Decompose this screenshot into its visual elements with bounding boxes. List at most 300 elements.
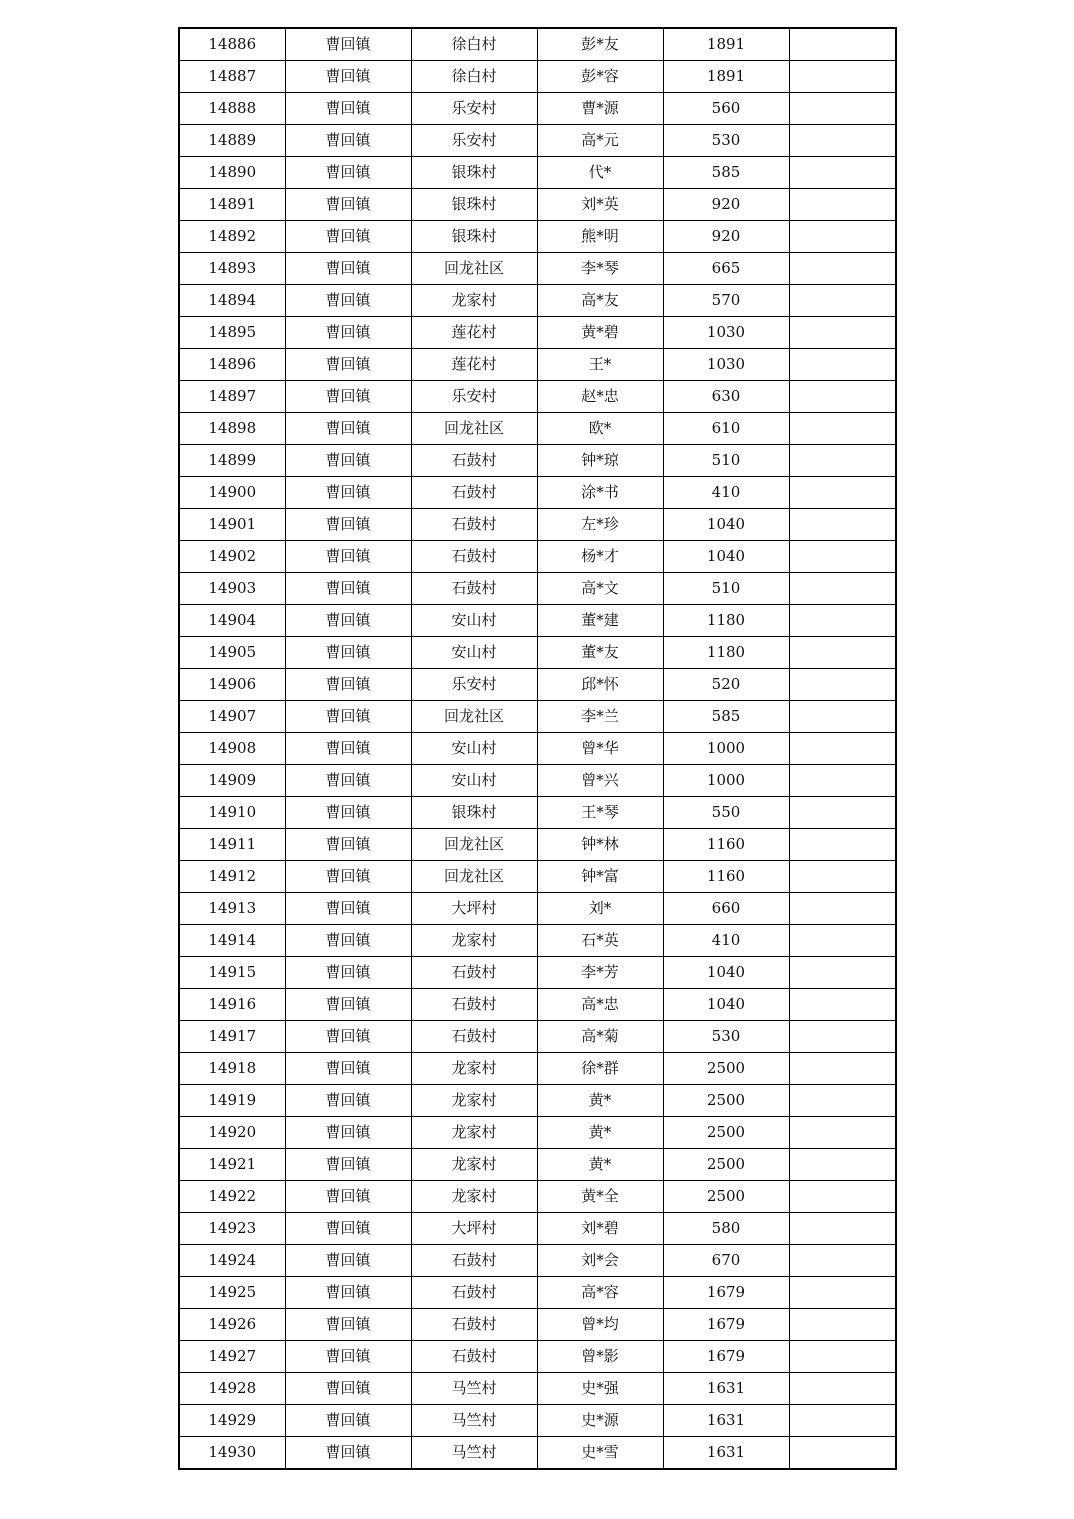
serial-number-cell: 14913 xyxy=(179,893,285,925)
table-row xyxy=(179,733,896,765)
serial-number-cell: 14918 xyxy=(179,1053,285,1085)
village-cell: 龙家村 xyxy=(411,1085,537,1117)
amount-cell: 1040 xyxy=(663,541,789,573)
name-cell: 彭*友 xyxy=(537,28,663,61)
amount-cell: 1040 xyxy=(663,957,789,989)
serial-number-cell: 14915 xyxy=(179,957,285,989)
name-cell: 邱*怀 xyxy=(537,669,663,701)
amount-cell: 665 xyxy=(663,253,789,285)
table-row xyxy=(179,1437,896,1470)
village-cell: 石鼓村 xyxy=(411,445,537,477)
amount-cell: 920 xyxy=(663,221,789,253)
amount-cell: 1679 xyxy=(663,1341,789,1373)
name-cell: 曾*均 xyxy=(537,1309,663,1341)
table-row xyxy=(179,413,896,445)
serial-number-cell: 14924 xyxy=(179,1245,285,1277)
table-row xyxy=(179,1181,896,1213)
remark-cell xyxy=(789,285,896,317)
table-row xyxy=(179,317,896,349)
town-cell: 曹回镇 xyxy=(285,733,411,765)
amount-cell: 2500 xyxy=(663,1085,789,1117)
village-cell: 马竺村 xyxy=(411,1373,537,1405)
serial-number-cell: 14893 xyxy=(179,253,285,285)
remark-cell xyxy=(789,765,896,797)
table-row xyxy=(179,189,896,221)
town-cell: 曹回镇 xyxy=(285,861,411,893)
table-row xyxy=(179,1053,896,1085)
village-cell: 莲花村 xyxy=(411,317,537,349)
remark-cell xyxy=(789,989,896,1021)
name-cell: 涂*书 xyxy=(537,477,663,509)
table-row xyxy=(179,253,896,285)
amount-cell: 1891 xyxy=(663,61,789,93)
serial-number-cell: 14886 xyxy=(179,28,285,61)
serial-number-cell: 14911 xyxy=(179,829,285,861)
remark-cell xyxy=(789,1181,896,1213)
town-cell: 曹回镇 xyxy=(285,1181,411,1213)
table-row xyxy=(179,1021,896,1053)
village-cell: 石鼓村 xyxy=(411,1021,537,1053)
serial-number-cell: 14899 xyxy=(179,445,285,477)
serial-number-cell: 14914 xyxy=(179,925,285,957)
town-cell: 曹回镇 xyxy=(285,221,411,253)
name-cell: 黄*全 xyxy=(537,1181,663,1213)
name-cell: 高*元 xyxy=(537,125,663,157)
village-cell: 龙家村 xyxy=(411,1181,537,1213)
table-row xyxy=(179,445,896,477)
amount-cell: 1000 xyxy=(663,765,789,797)
town-cell: 曹回镇 xyxy=(285,125,411,157)
records-table xyxy=(178,27,897,1470)
remark-cell xyxy=(789,1021,896,1053)
table-row xyxy=(179,509,896,541)
table-row xyxy=(179,573,896,605)
town-cell: 曹回镇 xyxy=(285,1117,411,1149)
amount-cell: 1180 xyxy=(663,637,789,669)
remark-cell xyxy=(789,477,896,509)
name-cell: 徐*群 xyxy=(537,1053,663,1085)
remark-cell xyxy=(789,445,896,477)
village-cell: 回龙社区 xyxy=(411,861,537,893)
remark-cell xyxy=(789,829,896,861)
name-cell: 史*雪 xyxy=(537,1437,663,1470)
remark-cell xyxy=(789,861,896,893)
town-cell: 曹回镇 xyxy=(285,285,411,317)
table-row xyxy=(179,125,896,157)
remark-cell xyxy=(789,28,896,61)
town-cell: 曹回镇 xyxy=(285,317,411,349)
amount-cell: 1030 xyxy=(663,349,789,381)
table-row xyxy=(179,605,896,637)
village-cell: 龙家村 xyxy=(411,1149,537,1181)
name-cell: 黄* xyxy=(537,1085,663,1117)
town-cell: 曹回镇 xyxy=(285,445,411,477)
amount-cell: 1160 xyxy=(663,861,789,893)
table-row xyxy=(179,1373,896,1405)
amount-cell: 1631 xyxy=(663,1373,789,1405)
village-cell: 石鼓村 xyxy=(411,989,537,1021)
name-cell: 黄*碧 xyxy=(537,317,663,349)
town-cell: 曹回镇 xyxy=(285,1437,411,1470)
amount-cell: 2500 xyxy=(663,1149,789,1181)
remark-cell xyxy=(789,605,896,637)
remark-cell xyxy=(789,1373,896,1405)
name-cell: 钟*林 xyxy=(537,829,663,861)
serial-number-cell: 14922 xyxy=(179,1181,285,1213)
serial-number-cell: 14917 xyxy=(179,1021,285,1053)
town-cell: 曹回镇 xyxy=(285,157,411,189)
amount-cell: 530 xyxy=(663,1021,789,1053)
serial-number-cell: 14927 xyxy=(179,1341,285,1373)
serial-number-cell: 14891 xyxy=(179,189,285,221)
table-row xyxy=(179,381,896,413)
name-cell: 董*友 xyxy=(537,637,663,669)
amount-cell: 1631 xyxy=(663,1405,789,1437)
name-cell: 李*芳 xyxy=(537,957,663,989)
town-cell: 曹回镇 xyxy=(285,1277,411,1309)
town-cell: 曹回镇 xyxy=(285,765,411,797)
remark-cell xyxy=(789,1405,896,1437)
name-cell: 刘*会 xyxy=(537,1245,663,1277)
village-cell: 银珠村 xyxy=(411,157,537,189)
town-cell: 曹回镇 xyxy=(285,1373,411,1405)
name-cell: 王*琴 xyxy=(537,797,663,829)
name-cell: 史*源 xyxy=(537,1405,663,1437)
name-cell: 刘*英 xyxy=(537,189,663,221)
remark-cell xyxy=(789,1437,896,1470)
table-row xyxy=(179,1149,896,1181)
remark-cell xyxy=(789,637,896,669)
table-row xyxy=(179,893,896,925)
remark-cell xyxy=(789,1213,896,1245)
village-cell: 安山村 xyxy=(411,733,537,765)
village-cell: 大坪村 xyxy=(411,1213,537,1245)
serial-number-cell: 14888 xyxy=(179,93,285,125)
serial-number-cell: 14896 xyxy=(179,349,285,381)
amount-cell: 585 xyxy=(663,701,789,733)
remark-cell xyxy=(789,157,896,189)
remark-cell xyxy=(789,61,896,93)
amount-cell: 580 xyxy=(663,1213,789,1245)
name-cell: 曹*源 xyxy=(537,93,663,125)
village-cell: 回龙社区 xyxy=(411,413,537,445)
village-cell: 回龙社区 xyxy=(411,253,537,285)
village-cell: 石鼓村 xyxy=(411,541,537,573)
amount-cell: 1000 xyxy=(663,733,789,765)
village-cell: 石鼓村 xyxy=(411,573,537,605)
town-cell: 曹回镇 xyxy=(285,93,411,125)
town-cell: 曹回镇 xyxy=(285,1309,411,1341)
amount-cell: 610 xyxy=(663,413,789,445)
table-row xyxy=(179,1277,896,1309)
village-cell: 石鼓村 xyxy=(411,509,537,541)
remark-cell xyxy=(789,189,896,221)
table-row xyxy=(179,1405,896,1437)
village-cell: 徐白村 xyxy=(411,61,537,93)
table-row xyxy=(179,1085,896,1117)
village-cell: 银珠村 xyxy=(411,221,537,253)
remark-cell xyxy=(789,925,896,957)
name-cell: 王* xyxy=(537,349,663,381)
table-row xyxy=(179,669,896,701)
town-cell: 曹回镇 xyxy=(285,573,411,605)
table-row xyxy=(179,957,896,989)
serial-number-cell: 14905 xyxy=(179,637,285,669)
table-row xyxy=(179,797,896,829)
serial-number-cell: 14929 xyxy=(179,1405,285,1437)
table-row xyxy=(179,349,896,381)
village-cell: 石鼓村 xyxy=(411,1341,537,1373)
remark-cell xyxy=(789,93,896,125)
amount-cell: 660 xyxy=(663,893,789,925)
village-cell: 银珠村 xyxy=(411,189,537,221)
name-cell: 曾*华 xyxy=(537,733,663,765)
remark-cell xyxy=(789,1053,896,1085)
village-cell: 徐白村 xyxy=(411,28,537,61)
amount-cell: 630 xyxy=(663,381,789,413)
amount-cell: 520 xyxy=(663,669,789,701)
serial-number-cell: 14908 xyxy=(179,733,285,765)
name-cell: 钟*富 xyxy=(537,861,663,893)
name-cell: 杨*才 xyxy=(537,541,663,573)
village-cell: 乐安村 xyxy=(411,93,537,125)
town-cell: 曹回镇 xyxy=(285,669,411,701)
town-cell: 曹回镇 xyxy=(285,477,411,509)
amount-cell: 1180 xyxy=(663,605,789,637)
village-cell: 石鼓村 xyxy=(411,957,537,989)
name-cell: 高*菊 xyxy=(537,1021,663,1053)
serial-number-cell: 14895 xyxy=(179,317,285,349)
remark-cell xyxy=(789,1277,896,1309)
remark-cell xyxy=(789,413,896,445)
name-cell: 董*建 xyxy=(537,605,663,637)
remark-cell xyxy=(789,1117,896,1149)
serial-number-cell: 14902 xyxy=(179,541,285,573)
village-cell: 马竺村 xyxy=(411,1405,537,1437)
village-cell: 乐安村 xyxy=(411,125,537,157)
remark-cell xyxy=(789,893,896,925)
amount-cell: 560 xyxy=(663,93,789,125)
table-row xyxy=(179,1245,896,1277)
village-cell: 安山村 xyxy=(411,637,537,669)
table-row xyxy=(179,765,896,797)
serial-number-cell: 14926 xyxy=(179,1309,285,1341)
serial-number-cell: 14928 xyxy=(179,1373,285,1405)
amount-cell: 585 xyxy=(663,157,789,189)
serial-number-cell: 14903 xyxy=(179,573,285,605)
town-cell: 曹回镇 xyxy=(285,381,411,413)
village-cell: 乐安村 xyxy=(411,381,537,413)
name-cell: 史*强 xyxy=(537,1373,663,1405)
town-cell: 曹回镇 xyxy=(285,509,411,541)
table-row xyxy=(179,1213,896,1245)
serial-number-cell: 14920 xyxy=(179,1117,285,1149)
name-cell: 赵*忠 xyxy=(537,381,663,413)
amount-cell: 530 xyxy=(663,125,789,157)
table-row xyxy=(179,1117,896,1149)
remark-cell xyxy=(789,221,896,253)
remark-cell xyxy=(789,701,896,733)
serial-number-cell: 14910 xyxy=(179,797,285,829)
remark-cell xyxy=(789,957,896,989)
town-cell: 曹回镇 xyxy=(285,253,411,285)
name-cell: 刘* xyxy=(537,893,663,925)
amount-cell: 550 xyxy=(663,797,789,829)
name-cell: 曾*兴 xyxy=(537,765,663,797)
serial-number-cell: 14916 xyxy=(179,989,285,1021)
town-cell: 曹回镇 xyxy=(285,893,411,925)
remark-cell xyxy=(789,573,896,605)
remark-cell xyxy=(789,509,896,541)
table-row xyxy=(179,989,896,1021)
village-cell: 大坪村 xyxy=(411,893,537,925)
table-row xyxy=(179,1341,896,1373)
town-cell: 曹回镇 xyxy=(285,413,411,445)
remark-cell xyxy=(789,669,896,701)
serial-number-cell: 14923 xyxy=(179,1213,285,1245)
town-cell: 曹回镇 xyxy=(285,1085,411,1117)
amount-cell: 670 xyxy=(663,1245,789,1277)
amount-cell: 1679 xyxy=(663,1309,789,1341)
town-cell: 曹回镇 xyxy=(285,829,411,861)
table-row xyxy=(179,541,896,573)
serial-number-cell: 14919 xyxy=(179,1085,285,1117)
table-row xyxy=(179,221,896,253)
amount-cell: 1040 xyxy=(663,989,789,1021)
amount-cell: 510 xyxy=(663,445,789,477)
remark-cell xyxy=(789,1341,896,1373)
village-cell: 马竺村 xyxy=(411,1437,537,1470)
town-cell: 曹回镇 xyxy=(285,1053,411,1085)
village-cell: 乐安村 xyxy=(411,669,537,701)
village-cell: 石鼓村 xyxy=(411,477,537,509)
amount-cell: 1160 xyxy=(663,829,789,861)
records-body xyxy=(179,28,896,1469)
amount-cell: 920 xyxy=(663,189,789,221)
table-row xyxy=(179,925,896,957)
amount-cell: 1040 xyxy=(663,509,789,541)
serial-number-cell: 14909 xyxy=(179,765,285,797)
amount-cell: 410 xyxy=(663,477,789,509)
amount-cell: 2500 xyxy=(663,1181,789,1213)
remark-cell xyxy=(789,1149,896,1181)
name-cell: 石*英 xyxy=(537,925,663,957)
name-cell: 高*忠 xyxy=(537,989,663,1021)
amount-cell: 2500 xyxy=(663,1117,789,1149)
serial-number-cell: 14897 xyxy=(179,381,285,413)
name-cell: 彭*容 xyxy=(537,61,663,93)
amount-cell: 410 xyxy=(663,925,789,957)
table-row xyxy=(179,637,896,669)
name-cell: 黄* xyxy=(537,1149,663,1181)
table-row xyxy=(179,93,896,125)
table-row xyxy=(179,285,896,317)
village-cell: 莲花村 xyxy=(411,349,537,381)
serial-number-cell: 14892 xyxy=(179,221,285,253)
amount-cell: 570 xyxy=(663,285,789,317)
village-cell: 安山村 xyxy=(411,605,537,637)
amount-cell: 1631 xyxy=(663,1437,789,1470)
amount-cell: 1891 xyxy=(663,28,789,61)
village-cell: 石鼓村 xyxy=(411,1277,537,1309)
village-cell: 龙家村 xyxy=(411,285,537,317)
name-cell: 刘*碧 xyxy=(537,1213,663,1245)
remark-cell xyxy=(789,125,896,157)
table-row xyxy=(179,829,896,861)
town-cell: 曹回镇 xyxy=(285,61,411,93)
serial-number-cell: 14930 xyxy=(179,1437,285,1470)
town-cell: 曹回镇 xyxy=(285,605,411,637)
town-cell: 曹回镇 xyxy=(285,1341,411,1373)
serial-number-cell: 14889 xyxy=(179,125,285,157)
serial-number-cell: 14894 xyxy=(179,285,285,317)
name-cell: 李*琴 xyxy=(537,253,663,285)
name-cell: 左*珍 xyxy=(537,509,663,541)
serial-number-cell: 14898 xyxy=(179,413,285,445)
town-cell: 曹回镇 xyxy=(285,925,411,957)
town-cell: 曹回镇 xyxy=(285,1245,411,1277)
village-cell: 石鼓村 xyxy=(411,1309,537,1341)
remark-cell xyxy=(789,1245,896,1277)
town-cell: 曹回镇 xyxy=(285,637,411,669)
serial-number-cell: 14887 xyxy=(179,61,285,93)
town-cell: 曹回镇 xyxy=(285,28,411,61)
town-cell: 曹回镇 xyxy=(285,797,411,829)
name-cell: 高*友 xyxy=(537,285,663,317)
name-cell: 熊*明 xyxy=(537,221,663,253)
serial-number-cell: 14900 xyxy=(179,477,285,509)
village-cell: 龙家村 xyxy=(411,1117,537,1149)
village-cell: 银珠村 xyxy=(411,797,537,829)
name-cell: 李*兰 xyxy=(537,701,663,733)
amount-cell: 1030 xyxy=(663,317,789,349)
serial-number-cell: 14904 xyxy=(179,605,285,637)
table-row xyxy=(179,28,896,61)
village-cell: 安山村 xyxy=(411,765,537,797)
town-cell: 曹回镇 xyxy=(285,349,411,381)
remark-cell xyxy=(789,733,896,765)
village-cell: 龙家村 xyxy=(411,1053,537,1085)
amount-cell: 2500 xyxy=(663,1053,789,1085)
serial-number-cell: 14921 xyxy=(179,1149,285,1181)
serial-number-cell: 14907 xyxy=(179,701,285,733)
amount-cell: 510 xyxy=(663,573,789,605)
town-cell: 曹回镇 xyxy=(285,957,411,989)
town-cell: 曹回镇 xyxy=(285,1021,411,1053)
table-row xyxy=(179,157,896,189)
town-cell: 曹回镇 xyxy=(285,1149,411,1181)
table-row xyxy=(179,1309,896,1341)
serial-number-cell: 14901 xyxy=(179,509,285,541)
serial-number-cell: 14912 xyxy=(179,861,285,893)
remark-cell xyxy=(789,797,896,829)
town-cell: 曹回镇 xyxy=(285,989,411,1021)
serial-number-cell: 14925 xyxy=(179,1277,285,1309)
town-cell: 曹回镇 xyxy=(285,189,411,221)
name-cell: 高*容 xyxy=(537,1277,663,1309)
remark-cell xyxy=(789,381,896,413)
remark-cell xyxy=(789,1309,896,1341)
village-cell: 回龙社区 xyxy=(411,701,537,733)
table-row xyxy=(179,477,896,509)
town-cell: 曹回镇 xyxy=(285,541,411,573)
name-cell: 高*文 xyxy=(537,573,663,605)
village-cell: 石鼓村 xyxy=(411,1245,537,1277)
name-cell: 欧* xyxy=(537,413,663,445)
remark-cell xyxy=(789,253,896,285)
table-row xyxy=(179,61,896,93)
table-row xyxy=(179,701,896,733)
